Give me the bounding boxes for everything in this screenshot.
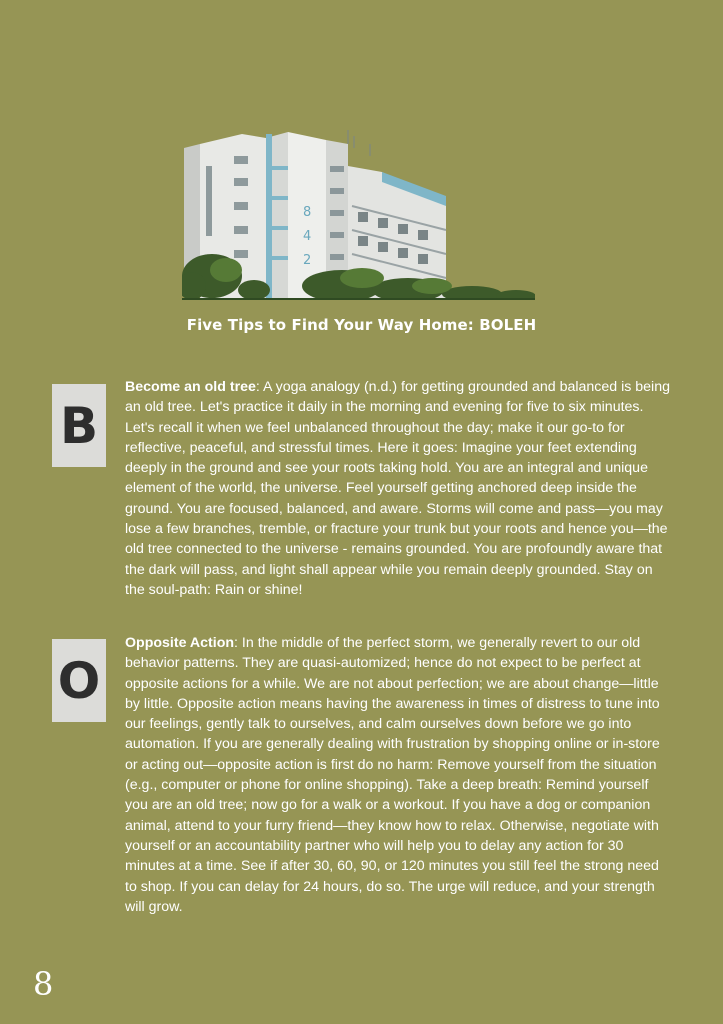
tip-text: : In the middle of the perfect storm, we generally revert to our old behavior patterns. They are quasi-automized; hence do not expect to be perfect at opposite actions for a while. We are not about perfection; we are about change—little by little. Opposite action means having the awareness in times of distress to tune into our feelings, gently talk to ourselves, and calm ourselves down before we go into automation. If you are generally dealing with frustration by shopping online or in-store or acting out—opposite action is first do no harm: Remove yourself from the situation (e.g., computer or phone for online shopping). Take a deep breath: Remind yourself you are an old tree; now go for a walk or a workout. If you have a dog or companion animal, attend to your furry friend—they know how to relax. Otherwise, negotiate with yourself or an accountability partner who will help you to delay any action for 30 minutes at a time. See if after 30, 60, 90, or 120 minutes you still feel the strong need to shop. If you can delay for 24 hours, do so. The urge will reduce, and your strength will grow. [125, 635, 660, 915]
building-number-4: 4 [303, 229, 312, 244]
building-number-2: 2 [303, 253, 312, 268]
letter-b: B [59, 396, 99, 455]
building-photo [182, 126, 535, 300]
letter-box-b [52, 384, 106, 467]
letter-box-o [52, 639, 106, 722]
page-number: 8 [33, 965, 54, 1003]
tip-paragraph-become-an-old-tree [125, 377, 673, 600]
tip-term: Opposite Action [125, 635, 235, 651]
tip-term: Become an old tree [125, 379, 256, 395]
letter-o: O [57, 651, 101, 710]
page-title: Five Tips to Find Your Way Home: BOLEH [186, 316, 537, 334]
building-number-8: 8 [303, 205, 312, 220]
tip-paragraph-opposite-action [125, 633, 673, 917]
tip-text: : A yoga analogy (n.d.) for getting grounded and balanced is being an old tree. Let's practice it daily in the morning and evening for five to six minutes. Let's recall it when we feel unbalanced throughout the day; make it our go-to for reflective, peaceful, and stressful times. Here it goes: Imagine your feet extending deeply in the ground and see your roots taking hold. You are an integral and unique element of the world, the universe. Feel yourself getting anchored deep inside the ground. You are focused, balanced, and aware. Storms will come and pass—you may lose a few branches, tremble, or fracture your trunk but your roots and hence you—the old tree connected to the universe - remains grounded. You are profoundly aware that the dark will pass, and light shall appear while you remain deeply grounded. Stay on the soul-path: Rain or shine! [125, 379, 670, 598]
